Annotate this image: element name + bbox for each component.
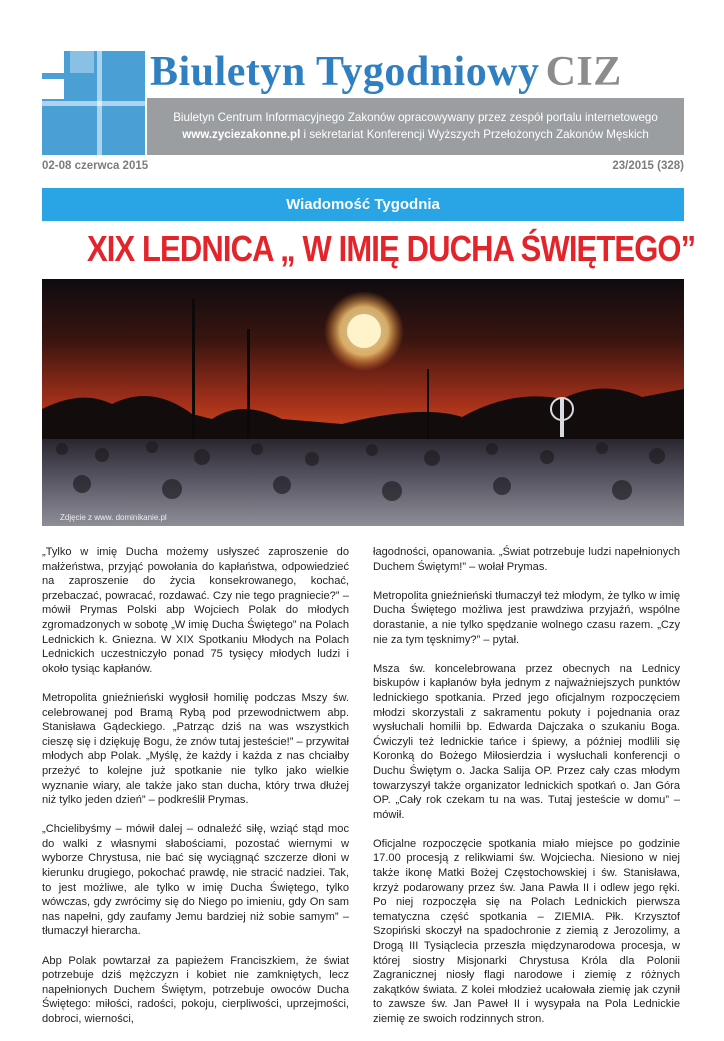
article-paragraph: Metropolita gnieźnieński tłumaczył też młodym, że tylko w imię Ducha Świętego możliwa jest prawdziwa przyjaźń, wspólne dorastanie, a nie tylko spędzanie wolnego czasu razem. „Czy nie za tym tęsknimy?” – pytał. [373, 589, 680, 646]
issue-dates: 02-08 czerwca 2015 [42, 160, 149, 172]
brand-title-text: Biuletyn Tygodniowy [150, 49, 540, 95]
article-column-right [373, 545, 680, 1041]
logo-square [70, 51, 94, 73]
subtitle-line2 [147, 126, 684, 143]
article-column-left [42, 545, 349, 1041]
article-paragraph: „Tylko w imię Ducha możemy usłyszeć zaproszenie do małżeństwa, przyjąć powołania do kapłaństwa, odpowiedzieć na zaproszenie do życia konsekrowanego, kochać, przebaczać, powracać, rozdawać. Czy nie tego pragniecie?” – mówił Prymas Polski abp Wojciech Polak do młodych zgromadzonych w sobotę „W imię Ducha Świętego” na Polach Lednickich k. Gniezna. W XIX Spotkaniu Młodych na Polach Lednickich uczestniczyło ponad 75 tysięcy młodych ludzi i około tysiąc kapłanów. [42, 546, 349, 675]
section-banner: Wiadomość Tygodnia [42, 188, 684, 221]
issue-number: 23/2015 (328) [612, 160, 684, 172]
brand-suffix: CIZ [545, 49, 622, 95]
subtitle-bar [147, 98, 684, 155]
article-headline: XIX LEDNICA „ W IMIĘ DUCHA ŚWIĘTEGO” [86, 228, 696, 269]
photo-caption: Zdjęcie z www. dominikanie.pl [60, 513, 167, 522]
subtitle-line1: Biuletyn Centrum Informacyjnego Zakonów opracowywany przez zespół portalu internetowego [173, 111, 658, 124]
ciz-logo [42, 51, 145, 155]
logo-cross-horizontal [42, 101, 145, 106]
article-paragraph: Metropolita gnieźnieński wygłosił homilię podczas Mszy św. celebrowanej pod Bramą Rybą pod przewodnictwem abp. Stanisława Gądeckiego. „Patrząc dziś na was wszystkich cieszę się i dziękuję Bogu, że znów tutaj jesteście!” – przywitał młodych abp Polak. „Myślę, że każdy i każda z nas chciałby przeżyć to kolejne już spotkanie nie tylko jako wielkie wyznanie wiary, ale także jako stan ducha, który trwa dłużej niż tylko jeden dzień” – podkreślił Prymas. [42, 691, 349, 807]
article-paragraph: Msza św. koncelebrowana przez obecnych na Lednicy biskupów i kapłanów była jednym z najważniejszych punktów lednickiego spotkania. Przed jego oficjalnym rozpoczęciem młodzi skorzystali z sakramentu pokuty i pojednania oraz wysłuchali homilii bp. Edwarda Dajczaka o szukaniu Boga. Ćwiczyli też lednickie tańce i śpiewy, a później modlili się Koronką do Bożego Miłosierdzia i wysłuchali konferencji o Duchu Świętym o. Jacka Salija OP. Przez cały czas młodym towarzyszył także organizator lednickich spotkań o. Jan Góra OP. „Cały rok czekam tu na was. Tutaj jesteście w domu” – mówił. [373, 662, 680, 821]
subtitle-line2-rest: i sekretariat Konferencji Wyższych Przełożonych Zakonów Męskich [303, 128, 649, 141]
brand-title [150, 48, 684, 94]
logo-square [42, 79, 64, 99]
article-paragraph: Abp Polak powtarzał za papieżem Franciszkiem, że świat potrzebuje dziś mężczyzn i kobiet nie zamkniętych, lecz napełnionych Duchem Świętym, potrzebuje owoców Ducha Świętego: miłości, radości, pokoju, cierpliwości, uprzejmości, dobroci, wierności, [42, 954, 349, 1025]
photo-sun [347, 314, 381, 348]
portal-link[interactable]: www.zyciezakonne.pl [182, 128, 301, 141]
issue-line [42, 160, 684, 176]
sunset-crowd-photo [42, 279, 684, 526]
article-paragraph: „Chcielibyśmy – mówił dalej – odnaleźć siłę, wziąć stąd moc do walki z własnymi słabościami, pozostać wiernymi w wyborze Chrystusa, nie bać się wyciągnąć szczerze dłoni w kierunku drugiego, pokochać prawdę, nie stracić nadziei. Tak, to jest możliwe, ale tylko w imię Ducha Świętego, tylko wówczas, gdy zwrócimy się do Niego po imieniu, gdy On sam nas napełni, gdy zaufamy Jemu bardziej niż sobie samym” – tłumaczył hierarcha. [42, 823, 349, 938]
article-paragraph: łagodności, opanowania. „Świat potrzebuje ludzi napełnionych Duchem Świętym!” – wołał Prymas. [373, 546, 680, 573]
article-paragraph: Oficjalne rozpoczęcie spotkania miało miejsce po godzinie 17.00 procesją z relikwiami św. Wojciecha. Niesiono w niej także ikonę Matki Bożej Częstochowskiej i św. Stanisława, krzyż podarowany przez św. Jana Pawła II i odlew jego ręki. Po niej rozpoczęła się na Polach Lednickich pierwsza tematyczna część spotkania – ZIEMIA. Płk. Krzysztof Szopiński skoczył na spadochronie z ziemią z Jerozolimy, a Drogą III Tysiąclecia przeszła międzynarodowa procesja, w której siostry Misjonarki Chrystusa Króla dla Polonii Zagranicznej niosły flagi narodowe i ziemię z różnych zakątków świata. Z kolei młodzież ucałowała ziemię jak czynił to zawsze św. Jan Paweł II i wysypała na Pola Lednickie ziemię ze swoich rodzinnych stron. [373, 837, 680, 1025]
logo-square [42, 51, 64, 73]
